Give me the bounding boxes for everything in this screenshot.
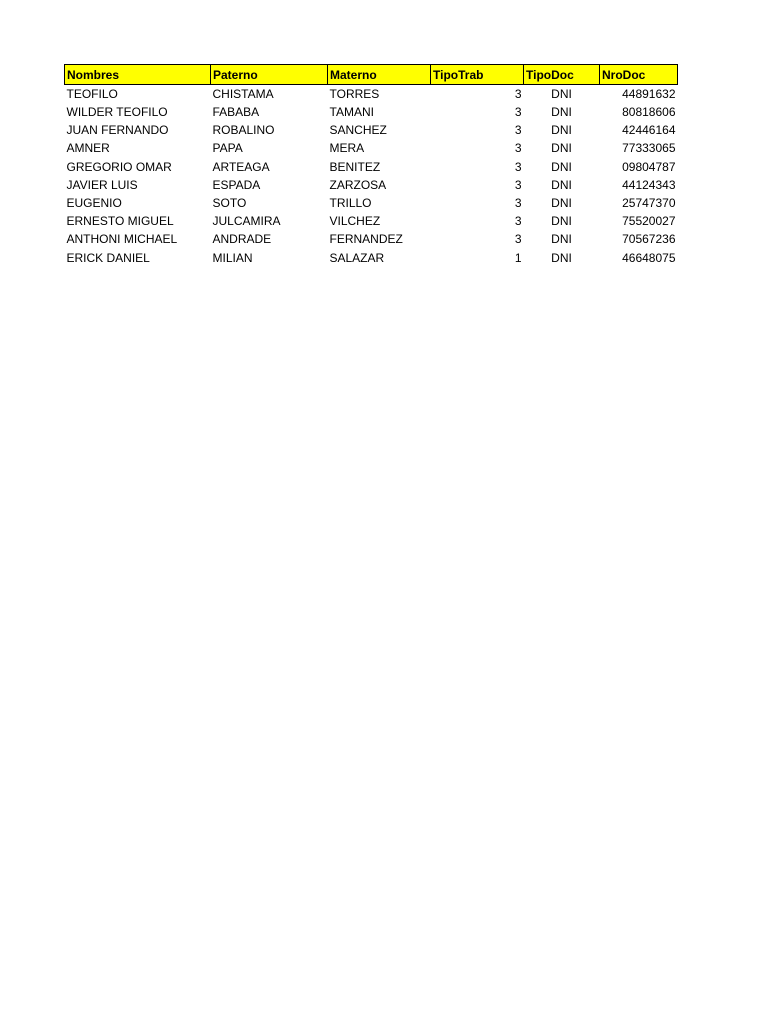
cell-nrodoc: 70567236 [622,232,676,247]
cell-materno: ZARZOSA [329,177,387,192]
cell-nombres: AMNER [66,141,110,156]
table-row [65,139,678,157]
cell-paterno: MILIAN [212,250,253,265]
cell-nombres: JUAN FERNANDO [66,123,169,138]
table-row [65,194,678,212]
cell-nrodoc: 44891632 [622,87,676,101]
header-paterno: Paterno [211,65,328,85]
cell-paterno: ANDRADE [212,232,272,247]
cell-tipodoc: DNI [551,123,572,138]
cell-paterno: CHISTAMA [212,87,274,101]
header-materno: Materno [328,65,431,85]
table-row [65,176,678,194]
cell-materno: SANCHEZ [329,123,387,138]
cell-tipotrab: 3 [514,177,522,192]
cell-tipotrab: 3 [514,105,522,120]
cell-nrodoc: 77333065 [622,141,676,156]
cell-nrodoc: 25747370 [622,196,676,211]
cell-tipotrab: 3 [514,159,522,174]
cell-tipodoc: DNI [551,87,572,101]
cell-tipodoc: DNI [551,141,572,156]
cell-tipodoc: DNI [551,159,572,174]
cell-nrodoc: 46648075 [622,250,676,265]
cell-tipotrab: 3 [514,87,522,101]
cell-nombres: ERICK DANIEL [66,250,150,265]
cell-materno: TRILLO [329,196,372,211]
cell-nrodoc: 42446164 [622,123,676,138]
header-tipotrab: TipoTrab [431,65,524,85]
cell-paterno: PAPA [212,141,243,156]
cell-tipotrab: 1 [514,250,522,265]
header-row [65,65,678,85]
cell-materno: MERA [329,141,365,156]
header-nrodoc: NroDoc [600,65,678,85]
cell-materno: SALAZAR [329,250,385,265]
header-tipodoc: TipoDoc [524,65,600,85]
cell-nombres: EUGENIO [66,196,122,211]
cell-paterno: FABABA [212,105,260,120]
table-row [65,121,678,139]
cell-paterno: SOTO [212,196,247,211]
cell-paterno: ARTEAGA [212,159,270,174]
cell-materno: TORRES [329,87,380,101]
cell-tipotrab: 3 [514,141,522,156]
cell-tipotrab: 3 [514,196,522,211]
cell-materno: TAMANI [329,105,374,120]
cell-nrodoc: 44124343 [622,177,676,192]
cell-tipodoc: DNI [551,250,572,265]
cell-nrodoc: 09804787 [622,159,676,174]
employee-table [64,64,678,267]
cell-materno: FERNANDEZ [329,232,403,247]
cell-nombres: JAVIER LUIS [66,177,138,192]
cell-nombres: GREGORIO OMAR [66,159,172,174]
cell-materno: VILCHEZ [329,214,381,229]
cell-tipotrab: 3 [514,232,522,247]
cell-paterno: ROBALINO [212,123,275,138]
cell-nombres: TEOFILO [66,87,118,101]
cell-nrodoc: 75520027 [622,214,676,229]
cell-tipodoc: DNI [551,105,572,120]
cell-nombres: WILDER TEOFILO [66,105,168,120]
table-row [65,230,678,248]
cell-tipodoc: DNI [551,232,572,247]
spreadsheet-page [64,64,678,267]
cell-nrodoc: 80818606 [622,105,676,120]
cell-nombres: ERNESTO MIGUEL [66,214,174,229]
table-row [65,158,678,176]
cell-tipodoc: DNI [551,214,572,229]
table-row [65,85,678,104]
cell-nombres: ANTHONI MICHAEL [66,232,178,247]
cell-tipotrab: 3 [514,123,522,138]
table-row [65,103,678,121]
header-nombres: Nombres [65,65,211,85]
cell-tipodoc: DNI [551,196,572,211]
table-row [65,249,678,267]
cell-paterno: JULCAMIRA [212,214,281,229]
cell-materno: BENITEZ [329,159,381,174]
cell-tipodoc: DNI [551,177,572,192]
cell-paterno: ESPADA [212,177,261,192]
cell-tipotrab: 3 [514,214,522,229]
table-row [65,212,678,230]
